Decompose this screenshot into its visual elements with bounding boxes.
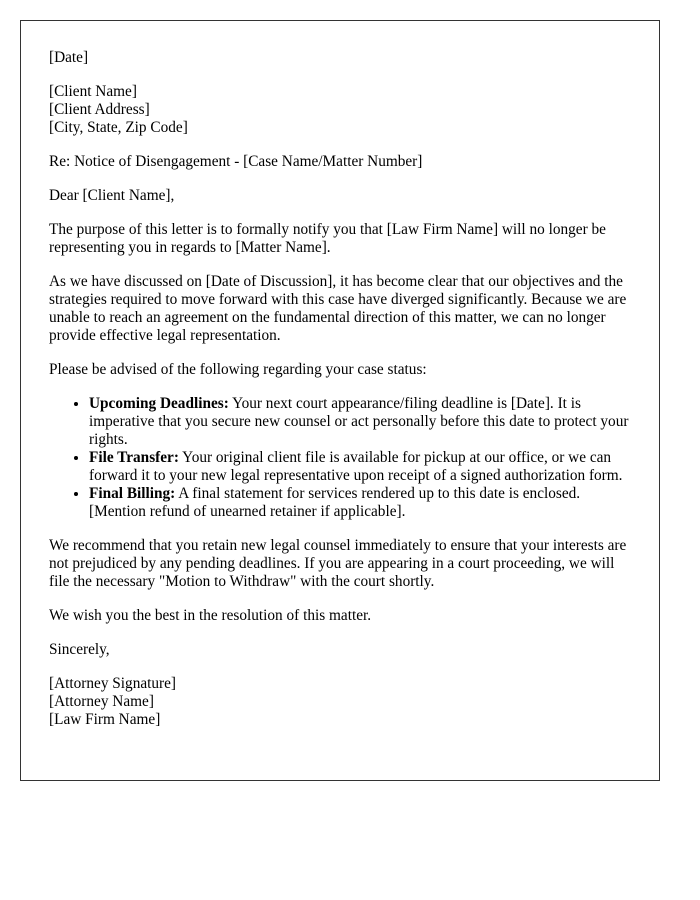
recipient-city-state-zip: [City, State, Zip Code]	[49, 119, 188, 136]
case-status-list	[49, 395, 631, 521]
list-item	[89, 449, 631, 485]
list-item-label: File Transfer:	[89, 449, 179, 466]
subject-line: Re: Notice of Disengagement - [Case Name/Matter Number]	[49, 153, 423, 170]
list-item-text: A final statement for services rendered up to this date is enclosed. [Mention refund of unearned retainer if applicable].	[89, 485, 581, 520]
body-paragraph-1: The purpose of this letter is to formally notify you that [Law Firm Name] will no longer be representing you in regards to [Matter Name].	[49, 221, 606, 256]
closing: Sincerely,	[49, 641, 110, 658]
list-item	[89, 485, 631, 521]
list-item	[89, 395, 631, 449]
recipient-name: [Client Name]	[49, 83, 137, 100]
attorney-name: [Attorney Name]	[49, 693, 154, 710]
recipient-block	[49, 83, 631, 137]
recipient-address: [Client Address]	[49, 101, 150, 118]
attorney-signature: [Attorney Signature]	[49, 675, 177, 692]
body-paragraph-3: We recommend that you retain new legal counsel immediately to ensure that your interests are not prejudiced by any pending deadlines. If you are appearing in a court proceeding, we will file the necessary "Motion to Withdraw" with the court shortly.	[49, 537, 627, 590]
salutation: Dear [Client Name],	[49, 187, 175, 204]
list-item-text: Your original client file is available for pickup at our office, or we can forward it to your new legal representative upon receipt of a signed authorization form.	[89, 449, 623, 484]
letter-document	[20, 20, 660, 781]
law-firm-name: [Law Firm Name]	[49, 711, 161, 728]
signature-block	[49, 675, 631, 729]
body-paragraph-2: As we have discussed on [Date of Discussion], it has become clear that our objectives and the strategies required to move forward with this case have diverged significantly. Because we are unable to reach an agreement on the fundamental direction of this matter, we can no longer provide effective legal representation.	[49, 273, 627, 344]
list-intro: Please be advised of the following regarding your case status:	[49, 361, 427, 378]
body-paragraph-4: We wish you the best in the resolution of this matter.	[49, 607, 372, 624]
letter-date: [Date]	[49, 49, 89, 66]
list-item-label: Upcoming Deadlines:	[89, 395, 229, 412]
list-item-label: Final Billing:	[89, 485, 176, 502]
list-item-text: Your next court appearance/filing deadline is [Date]. It is imperative that you secure new counsel or act personally before this date to protect your rights.	[89, 395, 629, 448]
